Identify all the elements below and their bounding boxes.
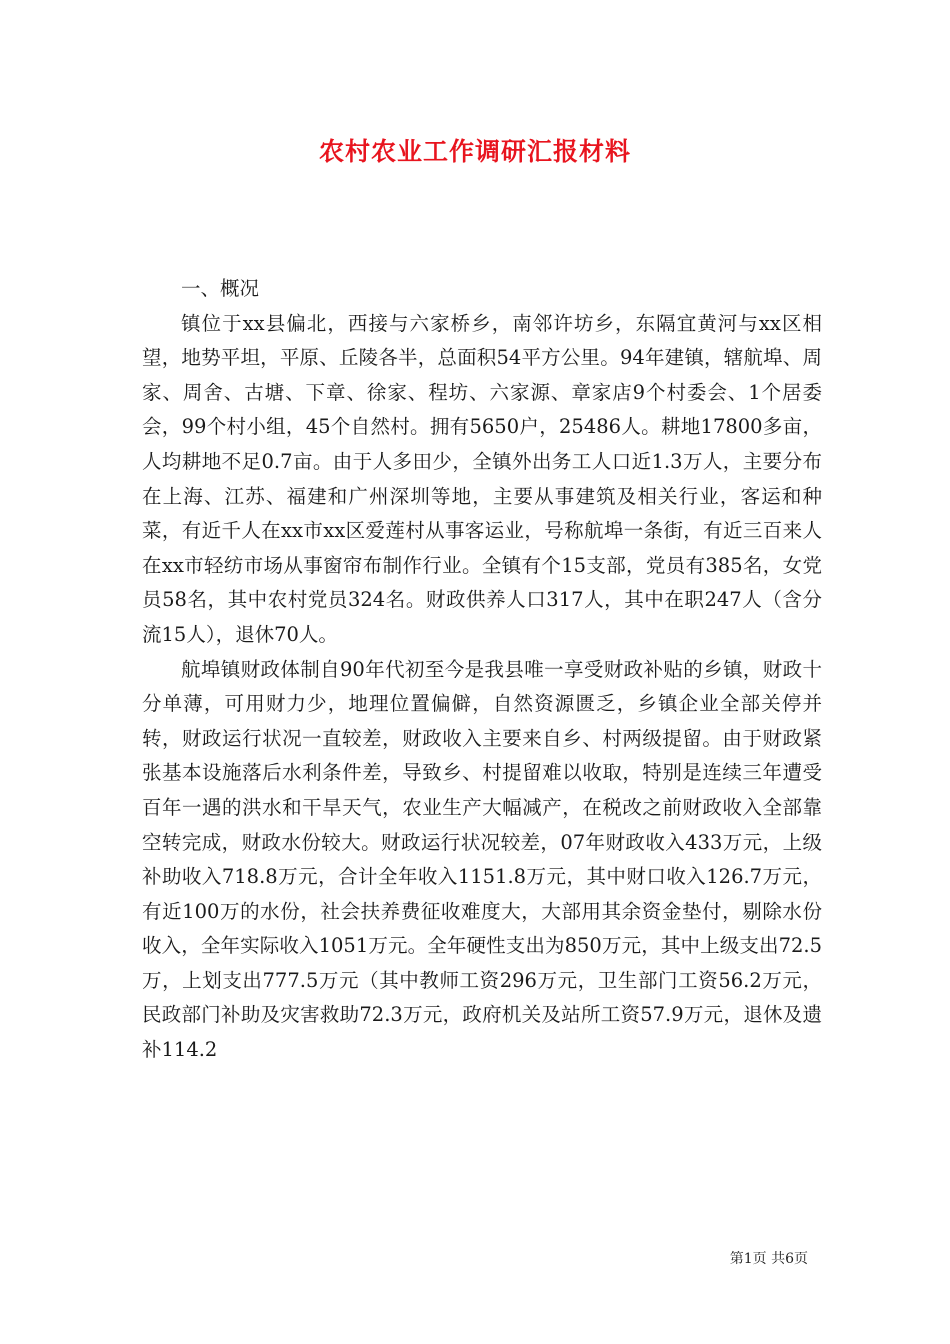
document-title: 农村农业工作调研汇报材料 bbox=[318, 137, 631, 166]
section-heading: 一、概况 bbox=[181, 277, 260, 300]
page-number: 第1页 共6页 bbox=[729, 1251, 808, 1267]
paragraph-overview: 镇位于xx县偏北，西接与六家桥乡，南邻许坊乡，东隔宜黄河与xx区相望，地势平坦，平原、丘陵各半，总面积54平方公里。94年建镇，辖航埠、周家、周舍、古塘、下章、徐家、程坊、六家源、章家店9个村委会、1个居委会，99个村小组，45个自然村。拥有5650户，25486人。耕地17800多亩，人均耕地不足0.7亩。由于人多田少，全镇外出务工人口近1.3万人，主要分布在上海、江苏、福建和广州深圳等地，主要从事建筑及相关行业，客运和种菜，有近千人在xx市xx区爱莲村从事客运业，号称航埠一条街，有近三百来人在xx市轻纺市场从事窗帘布制作行业。全镇有个15支部，党员有385名，女党员58名，其中农村党员324名。财政供养人口317人，其中在职247人（含分流15人），退休70人。 bbox=[142, 311, 822, 646]
paragraph-finance: 航埠镇财政体制自90年代初至今是我县唯一享受财政补贴的乡镇，财政十分单薄，可用财力少，地理位置偏僻，自然资源匮乏，乡镇企业全部关停并转，财政运行状况一直较差，财政收入主要来自乡、村两级提留。由于财政紧张基本设施落后水利条件差，导致乡、村提留难以收取，特别是连续三年遭受百年一遇的洪水和干旱天气，农业生产大幅减产，在税改之前财政收入全部靠空转完成，财政水份较大。财政运行状况较差，07年财政收入433万元，上级补助收入718.8万元，合计全年收入1151.8万元，其中财口收入126.7万元，有近100万的水份，社会扶养费征收难度大，大部用其余资金垫付，剔除水份收入，全年实际收入1051万元。全年硬性支出为850万元，其中上级支出72.5万，上划支出777.5万元（其中教师工资296万元，卫生部门工资56.2万元，民政部门补助及灾害救助72.3万元，政府机关及站所工资57.9万元，退休及遗补114.2 bbox=[142, 657, 822, 1062]
document-body bbox=[142, 272, 822, 1068]
